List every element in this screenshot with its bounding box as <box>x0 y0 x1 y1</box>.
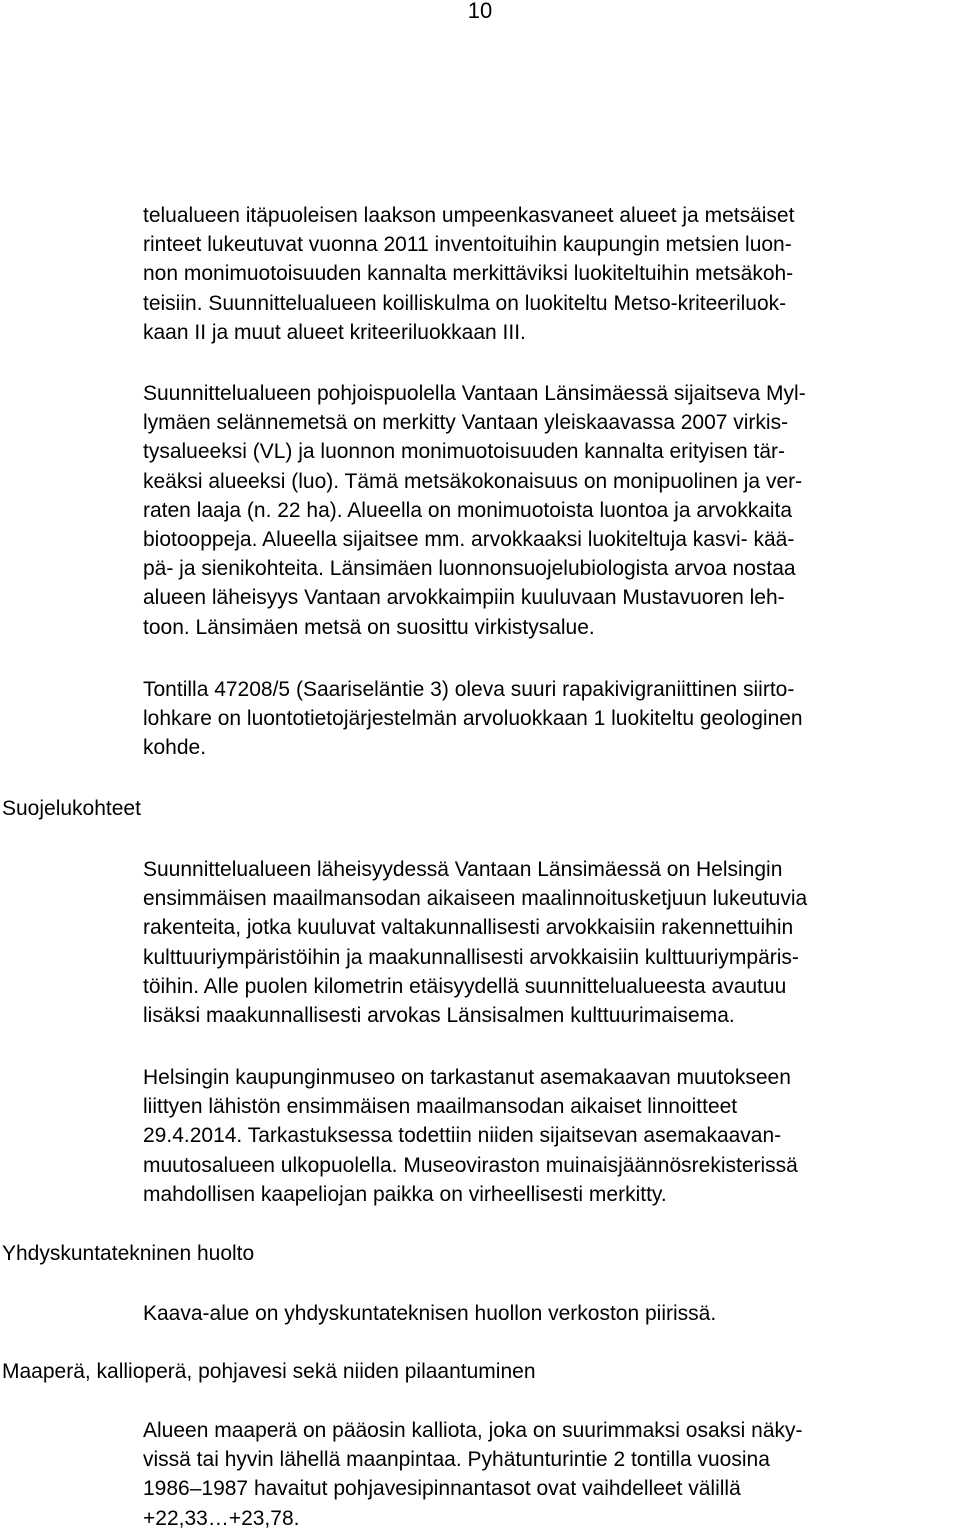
text-line: vissä tai hyvin lähellä maanpintaa. Pyhätunturintie 2 tontilla vuosina <box>143 1448 770 1472</box>
page-number: 10 <box>467 0 493 23</box>
text-line: non monimuotoisuuden kannalta merkittäviksi luokiteltuihin metsäkoh- <box>143 262 794 286</box>
text-line: pä- ja sienikohteita. Länsimäen luonnonsuojelubiologista arvoa nostaa <box>143 557 796 581</box>
text-line: kulttuuriympäristöihin ja maakunnallisesti arvokkaisiin kulttuuriympäris- <box>143 945 799 969</box>
text-line: töihin. Alle puolen kilometrin etäisyydellä suunnittelualueesta avautuu <box>143 974 787 998</box>
text-line: biotooppeja. Alueella sijaitsee mm. arvokkaaksi luokiteltuja kasvi- kää- <box>143 528 795 552</box>
text-line: +22,33…+23,78. <box>143 1506 300 1530</box>
text-line: ensimmäisen maailmansodan aikaiseen maalinnoitusketjuun lukeutuvia <box>143 887 808 911</box>
utility-network-paragraph <box>143 1299 955 1328</box>
text-line: Suunnittelualueen pohjoispuolella Vantaan Länsimäessä sijaitseva Myl- <box>143 382 806 405</box>
text-line: rinteet lukeutuvat vuonna 2011 inventoituihin kaupungin metsien luon- <box>143 233 792 257</box>
text-line: Alueen maaperä on pääosin kalliota, joka on suurimmaksi osaksi näky- <box>143 1419 803 1442</box>
text-line: lymäen selännemetsä on merkitty Vantaan yleiskaavassa 2007 virkis- <box>143 411 789 435</box>
text-line: raten laaja (n. 22 ha). Alueella on monimuotoista luontoa ja arvokkaita <box>143 498 793 522</box>
text-line: mahdollisen kaapeliojan paikka on virheellisesti merkitty. <box>143 1182 667 1206</box>
text-line: 1986–1987 havaitut pohjavesipinnantasot ovat vaihdelleet välillä <box>143 1477 741 1501</box>
text-line: kaan II ja muut alueet kriteeriluokkaan III. <box>143 320 526 344</box>
text-line: teisiin. Suunnittelualueen koilliskulma on luokiteltu Metso-kriteeriluok- <box>143 291 787 315</box>
boulder-paragraph <box>143 675 955 763</box>
text-line: Tontilla 47208/5 (Saariseläntie 3) oleva suuri rapakivigraniittinen siirto- <box>143 678 795 701</box>
text-line: Suunnittelualueen läheisyydessä Vantaan Länsimäessä on Helsingin <box>143 858 783 881</box>
text-line: Kaava-alue on yhdyskuntateknisen huollon verkoston piirissä. <box>143 1302 717 1325</box>
text-line: 29.4.2014. Tarkastuksessa todettiin niiden sijaitsevan asemakaavan- <box>143 1124 782 1148</box>
fortification-chain-paragraph <box>143 855 955 1030</box>
museum-inspection-paragraph <box>143 1063 955 1209</box>
protection-sites-heading: Suojelukohteet <box>2 797 141 820</box>
text-line: alueen läheisyys Vantaan arvokkaimpiin kuuluvaan Mustavuoren leh- <box>143 586 785 610</box>
text-line: rakenteita, jotka kuuluvat valtakunnallisesti arvokkaisiin rakennettuihin <box>143 916 794 940</box>
text-line: tysalueeksi (VL) ja luonnon monimuotoisuuden kannalta erityisen tär- <box>143 440 786 464</box>
text-line: liittyen lähistön ensimmäisen maailmansodan aikaiset linnoitteet <box>143 1095 738 1119</box>
text-line: lisäksi maakunnallisesti arvokas Länsisalmen kulttuurimaisema. <box>143 1004 735 1028</box>
text-line: telualueen itäpuoleisen laakson umpeenkasvaneet alueet ja metsäiset <box>143 204 795 227</box>
text-line: toon. Länsimäen metsä on suosittu virkistysalue. <box>143 615 595 639</box>
text-line: kohde. <box>143 736 207 760</box>
utilities-heading: Yhdyskuntatekninen huolto <box>2 1242 255 1265</box>
text-line: Helsingin kaupunginmuseo on tarkastanut asemakaavan muutokseen <box>143 1066 791 1089</box>
myllymaki-forest-paragraph <box>143 379 955 642</box>
text-line: keäksi alueeksi (luo). Tämä metsäkokonaisuus on monipuolinen ja ver- <box>143 469 803 493</box>
forest-inventory-paragraph <box>143 201 955 347</box>
text-line: lohkare on luontotietojärjestelmän arvoluokkaan 1 luokiteltu geologinen <box>143 707 803 731</box>
text-line: muutosalueen ulkopuolella. Museoviraston muinaisjäännösrekisterissä <box>143 1153 798 1177</box>
soil-groundwater-paragraph <box>143 1416 955 1533</box>
soil-bedrock-heading: Maaperä, kallioperä, pohjavesi sekä niiden pilaantuminen <box>2 1360 536 1383</box>
